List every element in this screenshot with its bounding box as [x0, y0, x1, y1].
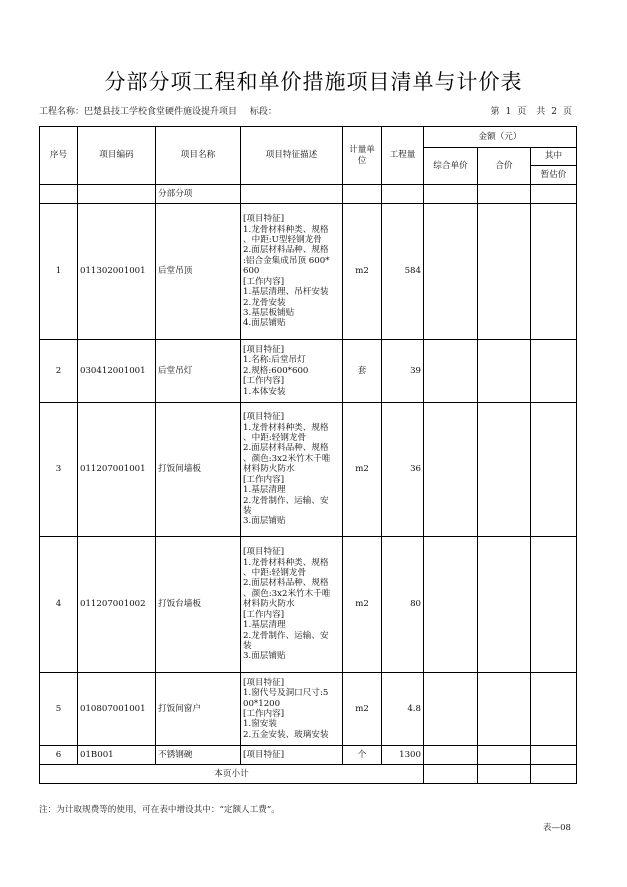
feature-line: 2.五金安装、玻璃安装: [243, 729, 329, 740]
page-prefix: 第: [490, 107, 500, 117]
feature-line: :铝合金集成吊顶 600*: [243, 255, 330, 266]
feature-line: 材料防火防水: [243, 464, 295, 475]
row-unit-price: [424, 403, 478, 537]
page-indicator: [490, 104, 572, 117]
row-code: 030412001001: [78, 340, 156, 403]
row-total: [478, 204, 531, 340]
row-quantity: 584: [382, 204, 424, 340]
feature-line: [工作内容]: [243, 474, 285, 485]
row-features: [241, 746, 343, 765]
row-total: [478, 746, 531, 765]
col-header-provisional: 暂估价: [531, 166, 577, 185]
col-header-of-which: 其中: [531, 148, 577, 166]
row-unit-price: [424, 746, 478, 765]
row-unit-price: [424, 340, 478, 403]
feature-line: 600: [243, 266, 260, 277]
row-total: [478, 340, 531, 403]
feature-line: 1.名称:后堂吊灯: [243, 355, 306, 366]
row-features: [241, 340, 343, 403]
row-name: 后堂吊顶: [156, 204, 241, 340]
subtotal-provisional: [531, 765, 577, 784]
row-provisional: [531, 340, 577, 403]
row-provisional: [531, 746, 577, 765]
feature-line: 00*1200: [243, 698, 281, 709]
row-no: 3: [40, 403, 78, 537]
col-header-amount: 金额（元）: [424, 127, 577, 148]
row-unit: m2: [343, 537, 382, 673]
feature-line: 材料防火防水: [243, 599, 295, 610]
feature-line: 1.基层清理: [243, 485, 286, 496]
row-code: 01B001: [78, 746, 156, 765]
feature-line: 2.龙骨制作、运输、安: [243, 495, 329, 506]
feature-line: [项目特征]: [243, 214, 285, 225]
feature-line: [项目特征]: [243, 547, 285, 558]
row-provisional: [531, 403, 577, 537]
page-total-prefix: 共: [536, 107, 546, 117]
row-name: 不锈钢碗: [156, 746, 241, 765]
feature-line: 2.龙骨安装: [243, 297, 286, 308]
col-header-unit-price: 综合单价: [424, 148, 478, 185]
section-title: 分部分项: [156, 185, 241, 204]
row-name: 打饭间墙板: [156, 403, 241, 537]
col-header-features: 项目特征描述: [241, 127, 343, 185]
form-number: 表—08: [542, 823, 571, 833]
project-label: 工程名称：: [39, 107, 85, 117]
feature-line: 、中距:轻钢龙骨: [243, 433, 307, 444]
row-unit: 套: [343, 340, 382, 403]
table-row: [40, 746, 577, 765]
subtotal-unit-price: [424, 765, 478, 784]
row-no: 6: [40, 746, 78, 765]
col-header-total: 合价: [478, 148, 531, 185]
col-header-name: 项目名称: [156, 127, 241, 185]
feature-line: [项目特征]: [243, 677, 285, 688]
page-mid: 页: [517, 107, 527, 117]
row-unit: m2: [343, 403, 382, 537]
row-features: [241, 673, 343, 746]
feature-line: 4.面层铺贴: [243, 318, 286, 329]
row-unit: 个: [343, 746, 382, 765]
feature-line: 2.龙骨制作、运输、安: [243, 630, 329, 641]
row-no: 4: [40, 537, 78, 673]
feature-line: 1.本体安装: [243, 386, 286, 397]
row-quantity: 4.8: [382, 673, 424, 746]
feature-line: 1.基层清理: [243, 620, 286, 631]
row-code: 011302001001: [78, 204, 156, 340]
row-no: 5: [40, 673, 78, 746]
feature-line: [工作内容]: [243, 609, 285, 620]
feature-line: 1.窗安装: [243, 719, 277, 730]
feature-line: 2.规格:600*600: [243, 365, 309, 376]
row-no: 1: [40, 204, 78, 340]
feature-line: 3.面层铺贴: [243, 651, 286, 662]
feature-line: [项目特征]: [243, 412, 285, 423]
row-quantity: 80: [382, 537, 424, 673]
feature-line: 3.基层板铺贴: [243, 307, 295, 318]
row-features: [241, 204, 343, 340]
row-name: 打饭间窗户: [156, 673, 241, 746]
row-name: 后堂吊灯: [156, 340, 241, 403]
row-total: [478, 403, 531, 537]
row-total: [478, 673, 531, 746]
row-name: 打饭台墙板: [156, 537, 241, 673]
feature-line: [工作内容]: [243, 709, 285, 719]
col-header-code: 项目编码: [78, 127, 156, 185]
feature-line: 3.面层铺贴: [243, 516, 286, 527]
row-unit: m2: [343, 204, 382, 340]
col-header-quantity: 工程量: [382, 127, 424, 185]
subtotal-total: [478, 765, 531, 784]
row-features: [241, 537, 343, 673]
row-code: 010807001001: [78, 673, 156, 746]
table-row: [40, 204, 577, 340]
page-title: 分部分项工程和单价措施项目清单与计价表: [104, 70, 523, 94]
feature-line: 装: [243, 505, 252, 516]
table-row: [40, 537, 577, 673]
project-name: 巴楚县技工学校食堂硬件施设提升项目: [84, 107, 238, 117]
footnote: 注：为计取规费等的使用，可在表中增设其中：“定额人工费”。: [39, 805, 280, 815]
feature-line: 2.面层材料品种、规格: [243, 443, 329, 454]
row-no: 2: [40, 340, 78, 403]
col-header-no: 序号: [40, 127, 78, 185]
subtotal-label: 本页小计: [40, 765, 424, 784]
page-current: 1: [505, 107, 512, 117]
row-provisional: [531, 537, 577, 673]
row-features: [241, 403, 343, 537]
feature-line: 1.龙骨材料种类、规格: [243, 557, 329, 568]
feature-line: 、颜色:3x2米竹木千唯: [243, 453, 331, 464]
row-unit-price: [424, 204, 478, 340]
feature-line: 1.窗代号及洞口尺寸:5: [243, 688, 329, 699]
feature-line: 1.基层清理、吊杆安装: [243, 287, 329, 298]
section-row: [40, 185, 577, 204]
row-code: 011207001002: [78, 537, 156, 673]
row-unit: m2: [343, 673, 382, 746]
row-quantity: 36: [382, 403, 424, 537]
feature-line: 、中距:U型轻钢龙骨: [243, 235, 322, 246]
feature-line: 、中距:轻钢龙骨: [243, 568, 307, 579]
feature-line: 1.龙骨材料种类、规格: [243, 422, 329, 433]
row-total: [478, 537, 531, 673]
row-provisional: [531, 673, 577, 746]
feature-line: 2.面层材料品种、规格: [243, 578, 329, 589]
row-code: 011207001001: [78, 403, 156, 537]
subtotal-row: [40, 765, 577, 784]
page-total: 2: [551, 107, 557, 117]
row-provisional: [531, 204, 577, 340]
feature-line: [项目特征]: [243, 344, 285, 355]
table-row: [40, 340, 577, 403]
table-row: [40, 673, 577, 746]
row-unit-price: [424, 537, 478, 673]
project-info: [39, 104, 287, 117]
row-unit-price: [424, 673, 478, 746]
table-row: [40, 403, 577, 537]
page-suffix: 页: [562, 107, 572, 117]
feature-line: 、颜色:3x2米竹木千唯: [243, 588, 331, 599]
section-label: 标段：: [249, 107, 277, 117]
feature-line: [工作内容]: [243, 376, 285, 387]
feature-line: 2.面层材料品种、规格: [243, 245, 329, 256]
feature-line: 1.龙骨材料种类、规格: [243, 224, 329, 235]
row-quantity: 1300: [382, 746, 424, 765]
feature-line: [工作内容]: [243, 276, 285, 287]
bill-table: [39, 126, 577, 784]
feature-line: [项目特征]: [243, 749, 285, 760]
row-quantity: 39: [382, 340, 424, 403]
feature-line: 装: [243, 640, 252, 651]
col-header-unit: 计量单位: [343, 127, 382, 185]
